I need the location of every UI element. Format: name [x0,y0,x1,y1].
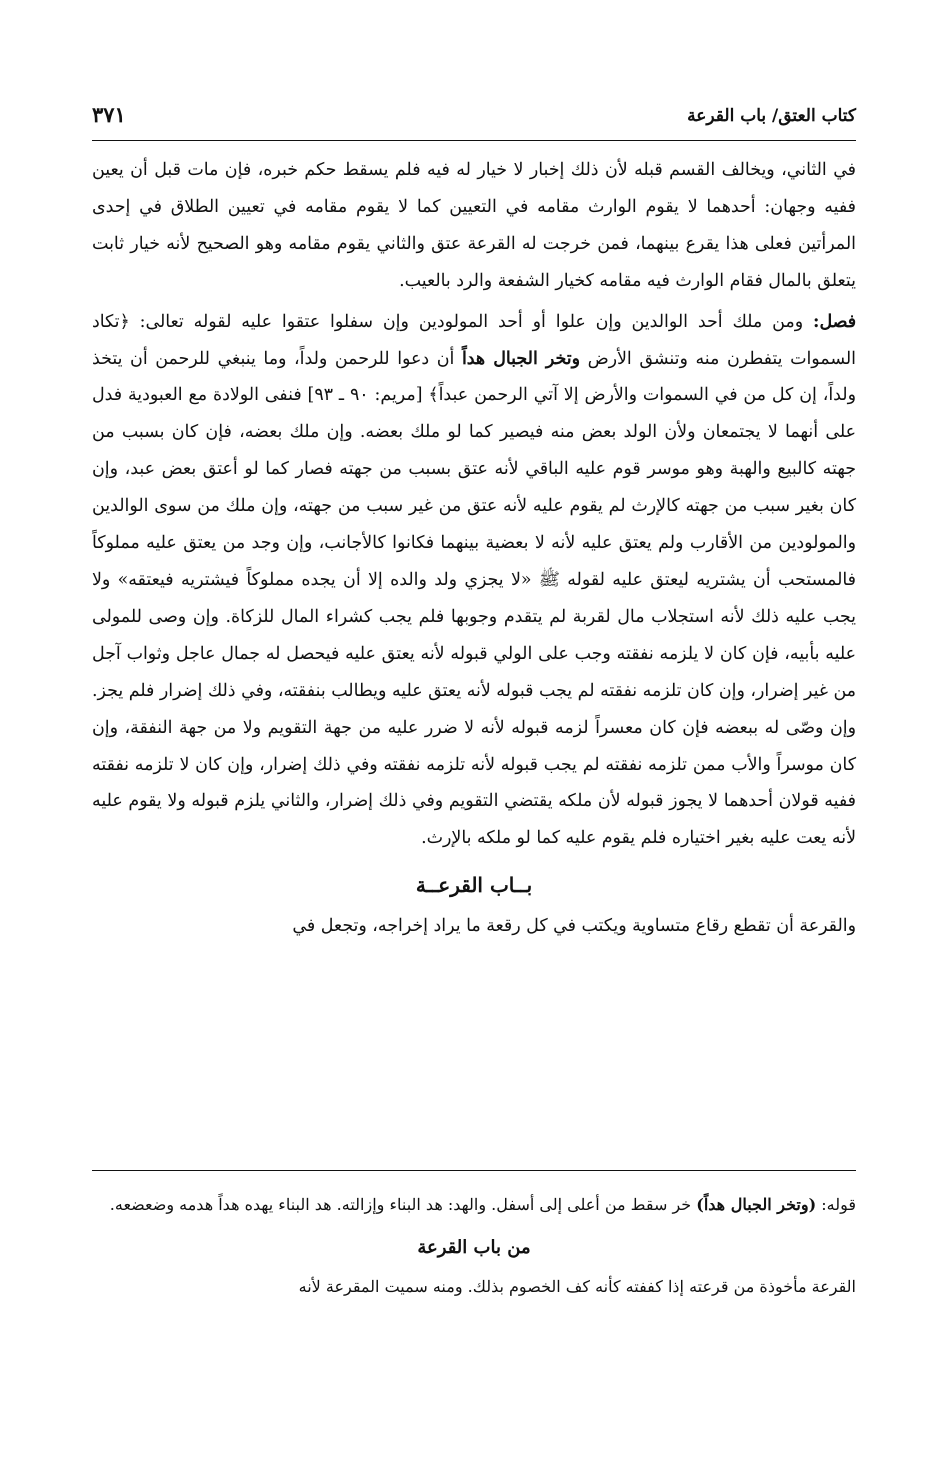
paragraph-1: في الثاني، ويخالف القسم قبله لأن ذلك إخبار لا خيار له فيه فلم يسقط حكم خبره، فإن مات قبل أن يعين ففيه وجهان: أحدهما لا يقوم الوارث مقامه في التعيين كما لا يقوم مقامه في تعيين الطلاق في إحدى المرأتين فعلى هذا يقرع بينهما، فمن خرجت له القرعة عتق والثاني يقوم مقامه وهو الصحيح لأنه خيار ثابت يتعلق بالمال فقام الوارث فيه مقامه كخيار الشفعة والرد بالعيب. [92,160,856,291]
paragraph-3: والقرعة أن تقطع رقاع متساوية ويكتب في كل رقعة ما يراد إخراجه، وتجعل في [292,916,856,937]
footnotes [92,1188,856,1303]
paragraph-2-part-b: أن دعوا للرحمن ولداً، وما ينبغي للرحمن أن يتخذ ولداً، إن كل من في السموات والأرض إلا آتي الرحمن عبداً﴾ [مريم: ٩٠ ـ ٩٣] فنفى الولادة مع العبودية فدل على أنهما لا يجتمعان ولأن الولد بعض منه فيصير كما لو ملك بعضه. وإن ملك بعضه، فإن كان بسبب من جهته كالبيع والهبة وهو موسر قوم عليه الباقي لأنه عتق بسبب من جهته فصار كما لو أعتق بعض عبد، وإن كان بغير سبب من جهته كالإرث لم يقوم عليه لأنه عتق من غير سبب من جهته، وإن ملك من سوى الوالدين والمولودين من الأقارب ولم يعتق عليه لأنه لا بعضية بينهما فكانوا كالأجانب، وإن وجد من يعتق عليه مملوكاً فالمستحب أن يشتريه ليعتق عليه لقوله ﷺ «لا يجزي ولد والده إلا أن يجده مملوكاً فيشتريه فيعتقه» ولا يجب عليه ذلك لأنه استجلاب مال لقربة لم يتقدم وجوبها فلم يجب كشراء المال للزكاة. وإن وصى للمولى عليه بأبيه، فإن كان لا يلزمه نفقته وجب على الولي قبوله لأنه يعتق عليه فيحصل له جمال عاجل وثواب آجل من غير إضرار، وإن كان تلزمه نفقته لم يجب قبوله لأنه يعتق عليه ويطالب بنفقته، وفي ذلك إضرار فلم يجز. وإن وصّى له ببعضه فإن كان معسراً لزمه قبوله لأنه لا ضرر عليه من جهة التقويم ولا من جهة النفقة، وإن كان موسراً والأب ممن تلزمه نفقته لم يجب قبوله لأنه تلزمه نفقته وفي ذلك إضرار، وإن كان لا تلزمه نفقته ففيه قولان أحدهما لا يجوز قبوله لأن ملكه يقتضي التقويم وفي ذلك إضرار، والثاني يلزم قبوله ولا يقوم عليه لأنه يعت عليه بغير اختياره فلم يقوم عليه كما لو ملكه بالإرث. [92,348,856,849]
footnote-separator [92,1170,856,1171]
paragraph-2 [92,304,856,858]
footnote-1-lead: قوله: [821,1195,856,1214]
footnote-1 [92,1188,856,1221]
footnote-1-text: خر سقط من أعلى إلى أسفل. والهد: هد البناء وإزالته. هد البناء يهده هداً هدمه وضعضعه. [109,1195,692,1214]
page-number: ٣٧١ [92,102,126,127]
running-title: كتاب العتق/ باب القرعة [687,106,856,126]
section-heading: بــاب القرعــة [415,873,533,898]
footnote-1-term: (وتخر الجبال هداً) [696,1195,817,1214]
footnote-heading: من باب القرعة [417,1237,531,1258]
quran-bold-phrase: وتخر الجبال هداً [461,348,580,369]
footnote-2: القرعة مأخوذة من قرعته إذا كففته كأنه كف الخصوم بذلك. ومنه سميت المقرعة لأنه [298,1277,856,1296]
main-text [92,152,856,945]
paragraph-2-part-a: ومن ملك أحد الوالدين وإن علوا أو أحد المولودين وإن سفلوا عتقوا عليه لقوله تعالى: ﴿تكاد السموات يتفطرن منه وتنشق الأرض [92,311,856,369]
page-header [92,98,856,141]
fasl-label: فصل: [813,311,857,332]
